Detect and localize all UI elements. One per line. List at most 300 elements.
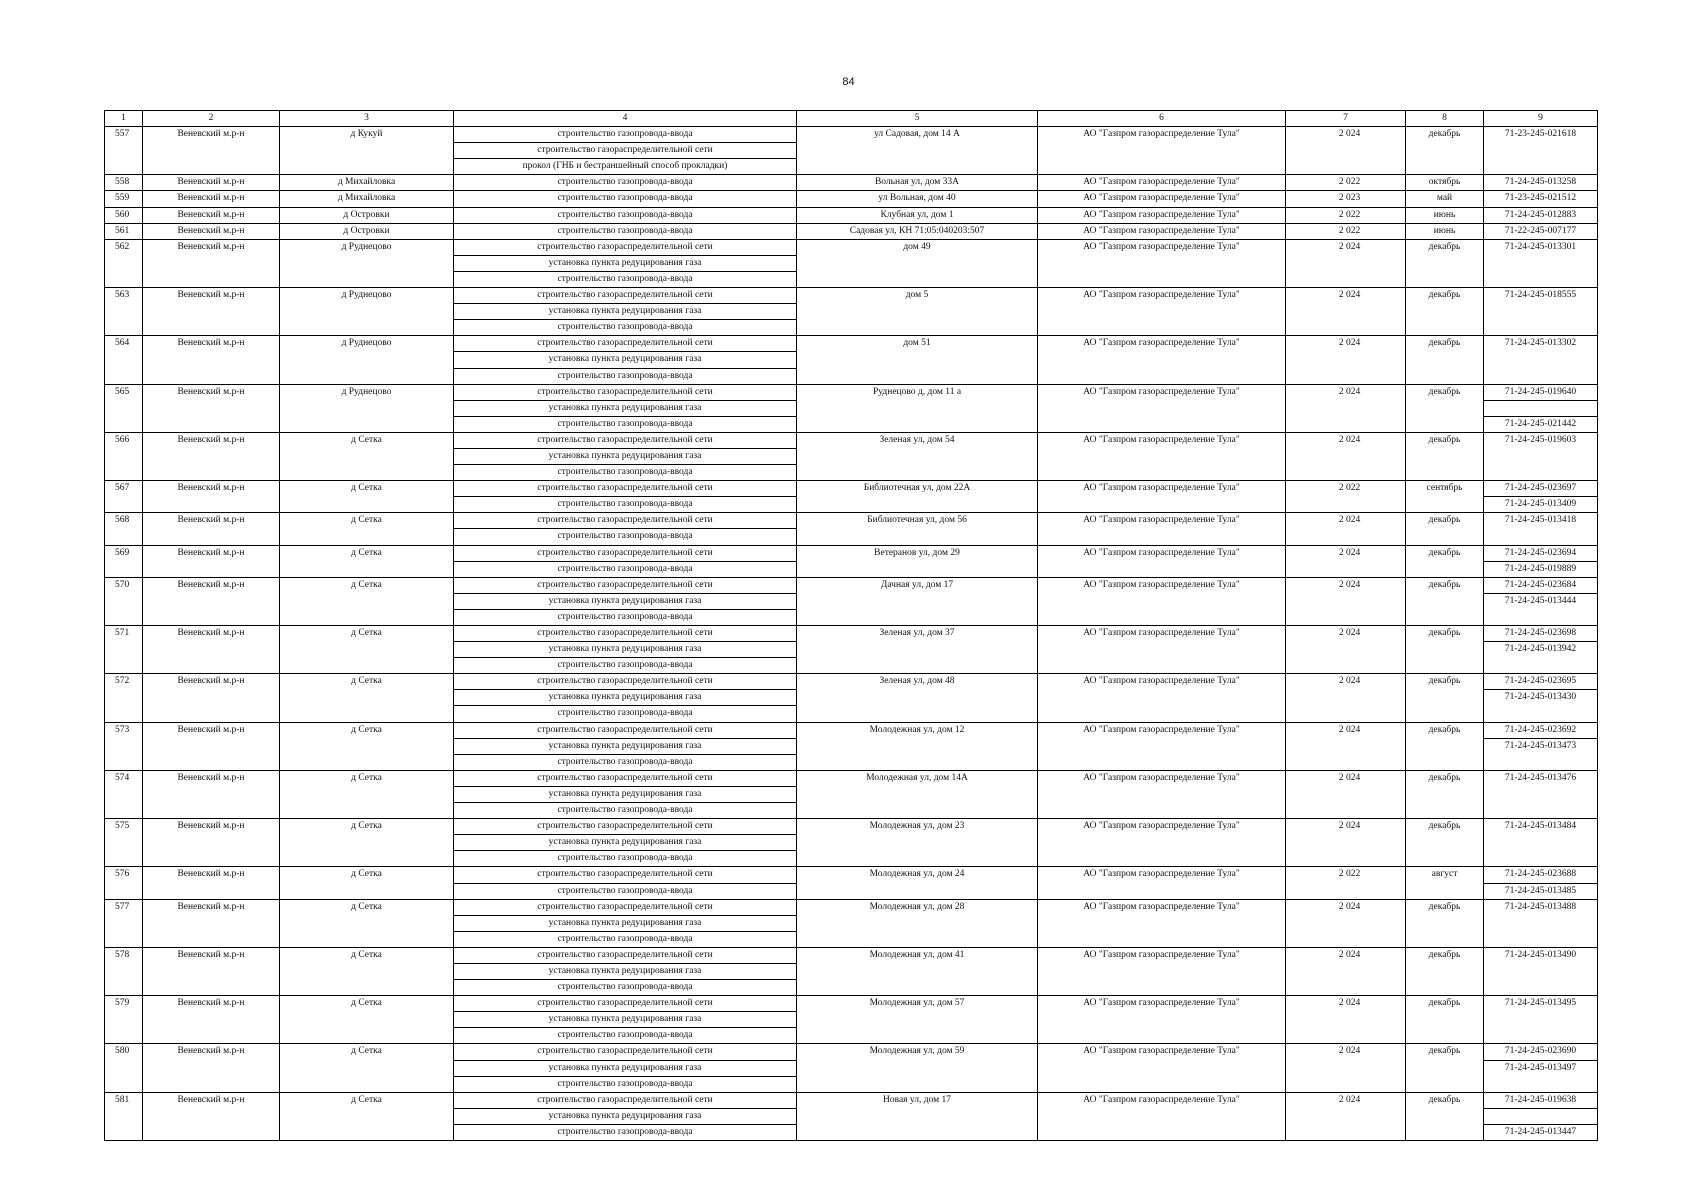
page-number: 84	[842, 76, 855, 88]
code-cell	[1484, 465, 1598, 481]
organization-cell: АО "Газпром газораспределение Тула"	[1038, 996, 1286, 1012]
work-type-cell: установка пункта редуцирования газа	[454, 915, 797, 931]
empty-cell	[1286, 1028, 1406, 1044]
locality-cell: д Сетка	[280, 996, 454, 1012]
code-cell: 71-23-245-021512	[1484, 191, 1598, 207]
empty-cell	[1038, 1108, 1286, 1124]
empty-cell	[280, 448, 454, 464]
empty-cell	[280, 1012, 454, 1028]
work-type-cell: строительство газораспределительной сети	[454, 288, 797, 304]
organization-cell: АО "Газпром газораспределение Тула"	[1038, 207, 1286, 223]
header-cell: 9	[1484, 111, 1598, 127]
work-type-cell: строительство газопровода-ввода	[454, 658, 797, 674]
empty-cell	[1038, 738, 1286, 754]
district-cell: Веневский м.р-н	[143, 867, 280, 883]
empty-cell	[280, 143, 454, 159]
code-cell: 71-24-245-023684	[1484, 577, 1598, 593]
table-row	[105, 674, 1598, 690]
empty-cell	[105, 658, 143, 674]
district-cell: Веневский м.р-н	[143, 207, 280, 223]
table-row	[105, 706, 1598, 722]
table-row	[105, 1028, 1598, 1044]
code-cell	[1484, 255, 1598, 271]
year-cell: 2 024	[1286, 770, 1406, 786]
month-cell: декабрь	[1406, 1092, 1484, 1108]
empty-cell	[1286, 465, 1406, 481]
empty-cell	[143, 352, 280, 368]
code-cell: 71-24-245-019603	[1484, 432, 1598, 448]
empty-cell	[797, 255, 1038, 271]
locality-cell: д Сетка	[280, 899, 454, 915]
organization-cell: АО "Газпром газораспределение Тула"	[1038, 722, 1286, 738]
empty-cell	[1038, 915, 1286, 931]
empty-cell	[1286, 883, 1406, 899]
code-cell	[1484, 529, 1598, 545]
work-type-cell: строительство газопровода-ввода	[454, 223, 797, 239]
table-row	[105, 288, 1598, 304]
empty-cell	[1406, 400, 1484, 416]
empty-cell	[1406, 915, 1484, 931]
table-row	[105, 899, 1598, 915]
locality-cell: д Островки	[280, 223, 454, 239]
district-cell: Веневский м.р-н	[143, 191, 280, 207]
table-row	[105, 175, 1598, 191]
row-number: 579	[105, 996, 143, 1012]
table-row	[105, 304, 1598, 320]
empty-cell	[280, 706, 454, 722]
district-cell: Веневский м.р-н	[143, 674, 280, 690]
code-cell	[1484, 609, 1598, 625]
empty-cell	[280, 786, 454, 802]
empty-cell	[143, 786, 280, 802]
work-type-cell: установка пункта редуцирования газа	[454, 352, 797, 368]
organization-cell: АО "Газпром газораспределение Тула"	[1038, 867, 1286, 883]
address-cell: Руднецово д, дом 11 а	[797, 384, 1038, 400]
empty-cell	[1038, 304, 1286, 320]
empty-cell	[143, 690, 280, 706]
register-body	[105, 127, 1598, 1141]
locality-cell: д Руднецово	[280, 239, 454, 255]
work-type-cell: строительство газопровода-ввода	[454, 980, 797, 996]
year-cell: 2 024	[1286, 513, 1406, 529]
row-number: 581	[105, 1092, 143, 1108]
empty-cell	[143, 851, 280, 867]
table-row	[105, 320, 1598, 336]
code-cell: 71-24-245-019889	[1484, 561, 1598, 577]
empty-cell	[1286, 690, 1406, 706]
row-number: 564	[105, 336, 143, 352]
empty-cell	[143, 1124, 280, 1140]
row-number: 571	[105, 626, 143, 642]
empty-cell	[797, 1060, 1038, 1076]
empty-cell	[1286, 352, 1406, 368]
empty-cell	[143, 963, 280, 979]
empty-cell	[105, 416, 143, 432]
code-cell: 71-24-245-013444	[1484, 593, 1598, 609]
work-type-cell: строительство газораспределительной сети	[454, 384, 797, 400]
district-cell: Веневский м.р-н	[143, 722, 280, 738]
empty-cell	[280, 159, 454, 175]
empty-cell	[105, 609, 143, 625]
code-cell: 71-24-245-012883	[1484, 207, 1598, 223]
year-cell: 2 024	[1286, 674, 1406, 690]
district-cell: Веневский м.р-н	[143, 545, 280, 561]
table-row	[105, 883, 1598, 899]
address-cell: Ветеранов ул, дом 29	[797, 545, 1038, 561]
table-row	[105, 626, 1598, 642]
empty-cell	[1286, 400, 1406, 416]
empty-cell	[1038, 400, 1286, 416]
empty-cell	[797, 963, 1038, 979]
organization-cell: АО "Газпром газораспределение Тула"	[1038, 513, 1286, 529]
table-row	[105, 384, 1598, 400]
code-cell	[1484, 368, 1598, 384]
work-type-cell: строительство газораспределительной сети	[454, 432, 797, 448]
empty-cell	[797, 1076, 1038, 1092]
month-cell: июнь	[1406, 207, 1484, 223]
work-type-cell: установка пункта редуцирования газа	[454, 738, 797, 754]
empty-cell	[1038, 658, 1286, 674]
empty-cell	[797, 706, 1038, 722]
empty-cell	[1038, 368, 1286, 384]
empty-cell	[1038, 754, 1286, 770]
year-cell: 2 024	[1286, 432, 1406, 448]
organization-cell: АО "Газпром газораспределение Тула"	[1038, 481, 1286, 497]
work-type-cell: строительство газопровода-ввода	[454, 1076, 797, 1092]
district-cell: Веневский м.р-н	[143, 481, 280, 497]
code-cell	[1484, 271, 1598, 287]
empty-cell	[1038, 448, 1286, 464]
address-cell: дом 5	[797, 288, 1038, 304]
locality-cell: д Михайловка	[280, 191, 454, 207]
address-cell: ул Вольная, дом 40	[797, 191, 1038, 207]
work-type-cell: строительство газопровода-ввода	[454, 271, 797, 287]
work-type-cell: строительство газораспределительной сети	[454, 722, 797, 738]
month-cell: декабрь	[1406, 545, 1484, 561]
empty-cell	[1038, 1028, 1286, 1044]
empty-cell	[1038, 690, 1286, 706]
empty-cell	[797, 416, 1038, 432]
empty-cell	[1406, 271, 1484, 287]
address-cell: Вольная ул, дом 33А	[797, 175, 1038, 191]
work-type-cell: строительство газораспределительной сети	[454, 770, 797, 786]
table-row	[105, 159, 1598, 175]
empty-cell	[143, 915, 280, 931]
empty-cell	[1286, 159, 1406, 175]
code-cell: 71-24-245-018555	[1484, 288, 1598, 304]
year-cell: 2 024	[1286, 722, 1406, 738]
empty-cell	[797, 658, 1038, 674]
empty-cell	[280, 883, 454, 899]
empty-cell	[143, 271, 280, 287]
code-cell	[1484, 754, 1598, 770]
table-row	[105, 127, 1598, 143]
empty-cell	[1286, 851, 1406, 867]
empty-cell	[143, 609, 280, 625]
month-cell: декабрь	[1406, 432, 1484, 448]
code-cell: 71-24-245-013476	[1484, 770, 1598, 786]
empty-cell	[797, 593, 1038, 609]
empty-cell	[1038, 883, 1286, 899]
empty-cell	[797, 465, 1038, 481]
empty-cell	[797, 980, 1038, 996]
empty-cell	[143, 448, 280, 464]
empty-cell	[1406, 368, 1484, 384]
empty-cell	[143, 754, 280, 770]
code-cell	[1484, 304, 1598, 320]
row-number: 559	[105, 191, 143, 207]
empty-cell	[1038, 963, 1286, 979]
empty-cell	[1406, 416, 1484, 432]
work-type-cell: строительство газораспределительной сети	[454, 577, 797, 593]
year-cell: 2 024	[1286, 239, 1406, 255]
table-row	[105, 448, 1598, 464]
empty-cell	[797, 835, 1038, 851]
work-type-cell: строительство газораспределительной сети	[454, 481, 797, 497]
row-number: 578	[105, 947, 143, 963]
empty-cell	[1286, 143, 1406, 159]
empty-cell	[280, 529, 454, 545]
empty-cell	[143, 642, 280, 658]
organization-cell: АО "Газпром газораспределение Тула"	[1038, 770, 1286, 786]
empty-cell	[105, 738, 143, 754]
work-type-cell: строительство газопровода-ввода	[454, 416, 797, 432]
code-cell: 71-24-245-023690	[1484, 1044, 1598, 1060]
address-cell: дом 49	[797, 239, 1038, 255]
empty-cell	[143, 980, 280, 996]
address-cell: Новая ул, дом 17	[797, 1092, 1038, 1108]
empty-cell	[797, 851, 1038, 867]
work-type-cell: строительство газопровода-ввода	[454, 1028, 797, 1044]
address-cell: Зеленая ул, дом 54	[797, 432, 1038, 448]
code-cell	[1484, 835, 1598, 851]
empty-cell	[1406, 497, 1484, 513]
month-cell: август	[1406, 867, 1484, 883]
empty-cell	[280, 400, 454, 416]
locality-cell: д Руднецово	[280, 336, 454, 352]
month-cell: декабрь	[1406, 770, 1484, 786]
empty-cell	[1406, 931, 1484, 947]
work-type-cell: строительство газопровода-ввода	[454, 851, 797, 867]
empty-cell	[1406, 143, 1484, 159]
empty-cell	[1406, 448, 1484, 464]
table-row	[105, 143, 1598, 159]
empty-cell	[1286, 529, 1406, 545]
empty-cell	[143, 931, 280, 947]
organization-cell: АО "Газпром газораспределение Тула"	[1038, 127, 1286, 143]
empty-cell	[1038, 835, 1286, 851]
empty-cell	[1286, 304, 1406, 320]
month-cell: декабрь	[1406, 626, 1484, 642]
code-cell: 71-24-245-023692	[1484, 722, 1598, 738]
empty-cell	[1286, 642, 1406, 658]
empty-cell	[797, 786, 1038, 802]
row-number: 566	[105, 432, 143, 448]
empty-cell	[105, 690, 143, 706]
locality-cell: д Островки	[280, 207, 454, 223]
organization-cell: АО "Газпром газораспределение Тула"	[1038, 384, 1286, 400]
district-cell: Веневский м.р-н	[143, 384, 280, 400]
empty-cell	[105, 851, 143, 867]
work-type-cell: строительство газопровода-ввода	[454, 175, 797, 191]
empty-cell	[797, 448, 1038, 464]
empty-cell	[1406, 706, 1484, 722]
empty-cell	[1038, 1012, 1286, 1028]
table-row	[105, 481, 1598, 497]
address-cell: Библиотечная ул, дом 22А	[797, 481, 1038, 497]
empty-cell	[1038, 1124, 1286, 1140]
organization-cell: АО "Газпром газораспределение Тула"	[1038, 626, 1286, 642]
empty-cell	[105, 786, 143, 802]
empty-cell	[280, 465, 454, 481]
empty-cell	[143, 1012, 280, 1028]
year-cell: 2 024	[1286, 899, 1406, 915]
month-cell: декабрь	[1406, 947, 1484, 963]
empty-cell	[1038, 803, 1286, 819]
year-cell: 2 024	[1286, 819, 1406, 835]
empty-cell	[143, 658, 280, 674]
header-row	[105, 111, 1598, 127]
empty-cell	[105, 706, 143, 722]
month-cell: декабрь	[1406, 996, 1484, 1012]
empty-cell	[143, 497, 280, 513]
code-cell: 71-24-245-023688	[1484, 867, 1598, 883]
table-row	[105, 1124, 1598, 1140]
locality-cell: д Сетка	[280, 513, 454, 529]
work-type-cell: строительство газопровода-ввода	[454, 497, 797, 513]
table-row	[105, 271, 1598, 287]
work-type-cell: строительство газораспределительной сети	[454, 545, 797, 561]
work-type-cell: строительство газопровода-ввода	[454, 465, 797, 481]
empty-cell	[105, 1108, 143, 1124]
empty-cell	[280, 963, 454, 979]
work-type-cell: строительство газопровода-ввода	[454, 706, 797, 722]
year-cell: 2 022	[1286, 175, 1406, 191]
code-cell: 71-24-245-013447	[1484, 1124, 1598, 1140]
table-row	[105, 722, 1598, 738]
month-cell: декабрь	[1406, 513, 1484, 529]
work-type-cell: строительство газопровода-ввода	[454, 191, 797, 207]
organization-cell: АО "Газпром газораспределение Тула"	[1038, 223, 1286, 239]
table-row	[105, 207, 1598, 223]
empty-cell	[1286, 754, 1406, 770]
empty-cell	[797, 1012, 1038, 1028]
empty-cell	[105, 304, 143, 320]
locality-cell: д Сетка	[280, 819, 454, 835]
code-cell: 71-24-245-013430	[1484, 690, 1598, 706]
table-row	[105, 947, 1598, 963]
year-cell: 2 024	[1286, 996, 1406, 1012]
code-cell: 71-24-245-023698	[1484, 626, 1598, 642]
month-cell: декабрь	[1406, 1044, 1484, 1060]
empty-cell	[280, 658, 454, 674]
empty-cell	[280, 931, 454, 947]
year-cell: 2 024	[1286, 545, 1406, 561]
district-cell: Веневский м.р-н	[143, 239, 280, 255]
empty-cell	[1286, 320, 1406, 336]
empty-cell	[280, 497, 454, 513]
month-cell: июнь	[1406, 223, 1484, 239]
empty-cell	[105, 803, 143, 819]
row-number: 573	[105, 722, 143, 738]
empty-cell	[1286, 931, 1406, 947]
district-cell: Веневский м.р-н	[143, 947, 280, 963]
empty-cell	[797, 368, 1038, 384]
row-number: 570	[105, 577, 143, 593]
empty-cell	[1286, 786, 1406, 802]
work-type-cell: установка пункта редуцирования газа	[454, 593, 797, 609]
organization-cell: АО "Газпром газораспределение Тула"	[1038, 1044, 1286, 1060]
code-cell	[1484, 143, 1598, 159]
empty-cell	[1286, 706, 1406, 722]
month-cell: октябрь	[1406, 175, 1484, 191]
work-type-cell: строительство газопровода-ввода	[454, 320, 797, 336]
empty-cell	[105, 883, 143, 899]
empty-cell	[105, 1060, 143, 1076]
empty-cell	[1406, 738, 1484, 754]
table-row	[105, 513, 1598, 529]
empty-cell	[280, 835, 454, 851]
table-row	[105, 835, 1598, 851]
empty-cell	[105, 1124, 143, 1140]
work-type-cell: строительство газопровода-ввода	[454, 609, 797, 625]
organization-cell: АО "Газпром газораспределение Тула"	[1038, 1092, 1286, 1108]
row-number: 577	[105, 899, 143, 915]
empty-cell	[1286, 803, 1406, 819]
empty-cell	[280, 561, 454, 577]
table-row	[105, 465, 1598, 481]
code-cell: 71-24-245-013484	[1484, 819, 1598, 835]
year-cell: 2 024	[1286, 384, 1406, 400]
code-cell: 71-24-245-013488	[1484, 899, 1598, 915]
code-cell: 71-24-245-013942	[1484, 642, 1598, 658]
row-number: 560	[105, 207, 143, 223]
district-cell: Веневский м.р-н	[143, 770, 280, 786]
empty-cell	[797, 883, 1038, 899]
empty-cell	[797, 642, 1038, 658]
empty-cell	[1406, 352, 1484, 368]
empty-cell	[1038, 642, 1286, 658]
table-row	[105, 1108, 1598, 1124]
work-type-cell: строительство газораспределительной сети	[454, 899, 797, 915]
empty-cell	[280, 803, 454, 819]
empty-cell	[280, 915, 454, 931]
district-cell: Веневский м.р-н	[143, 899, 280, 915]
empty-cell	[143, 1076, 280, 1092]
year-cell: 2 024	[1286, 127, 1406, 143]
work-type-cell: установка пункта редуцирования газа	[454, 963, 797, 979]
empty-cell	[143, 593, 280, 609]
district-cell: Веневский м.р-н	[143, 1044, 280, 1060]
header-cell: 3	[280, 111, 454, 127]
row-number: 557	[105, 127, 143, 143]
month-cell: декабрь	[1406, 127, 1484, 143]
empty-cell	[1406, 786, 1484, 802]
empty-cell	[797, 400, 1038, 416]
code-cell: 71-24-245-013473	[1484, 738, 1598, 754]
year-cell: 2 022	[1286, 867, 1406, 883]
empty-cell	[1406, 754, 1484, 770]
locality-cell: д Кукуй	[280, 127, 454, 143]
empty-cell	[1406, 980, 1484, 996]
month-cell: май	[1406, 191, 1484, 207]
empty-cell	[1406, 159, 1484, 175]
empty-cell	[1038, 851, 1286, 867]
code-cell: 71-24-245-023697	[1484, 481, 1598, 497]
organization-cell: АО "Газпром газораспределение Тула"	[1038, 674, 1286, 690]
code-cell	[1484, 1012, 1598, 1028]
empty-cell	[105, 320, 143, 336]
